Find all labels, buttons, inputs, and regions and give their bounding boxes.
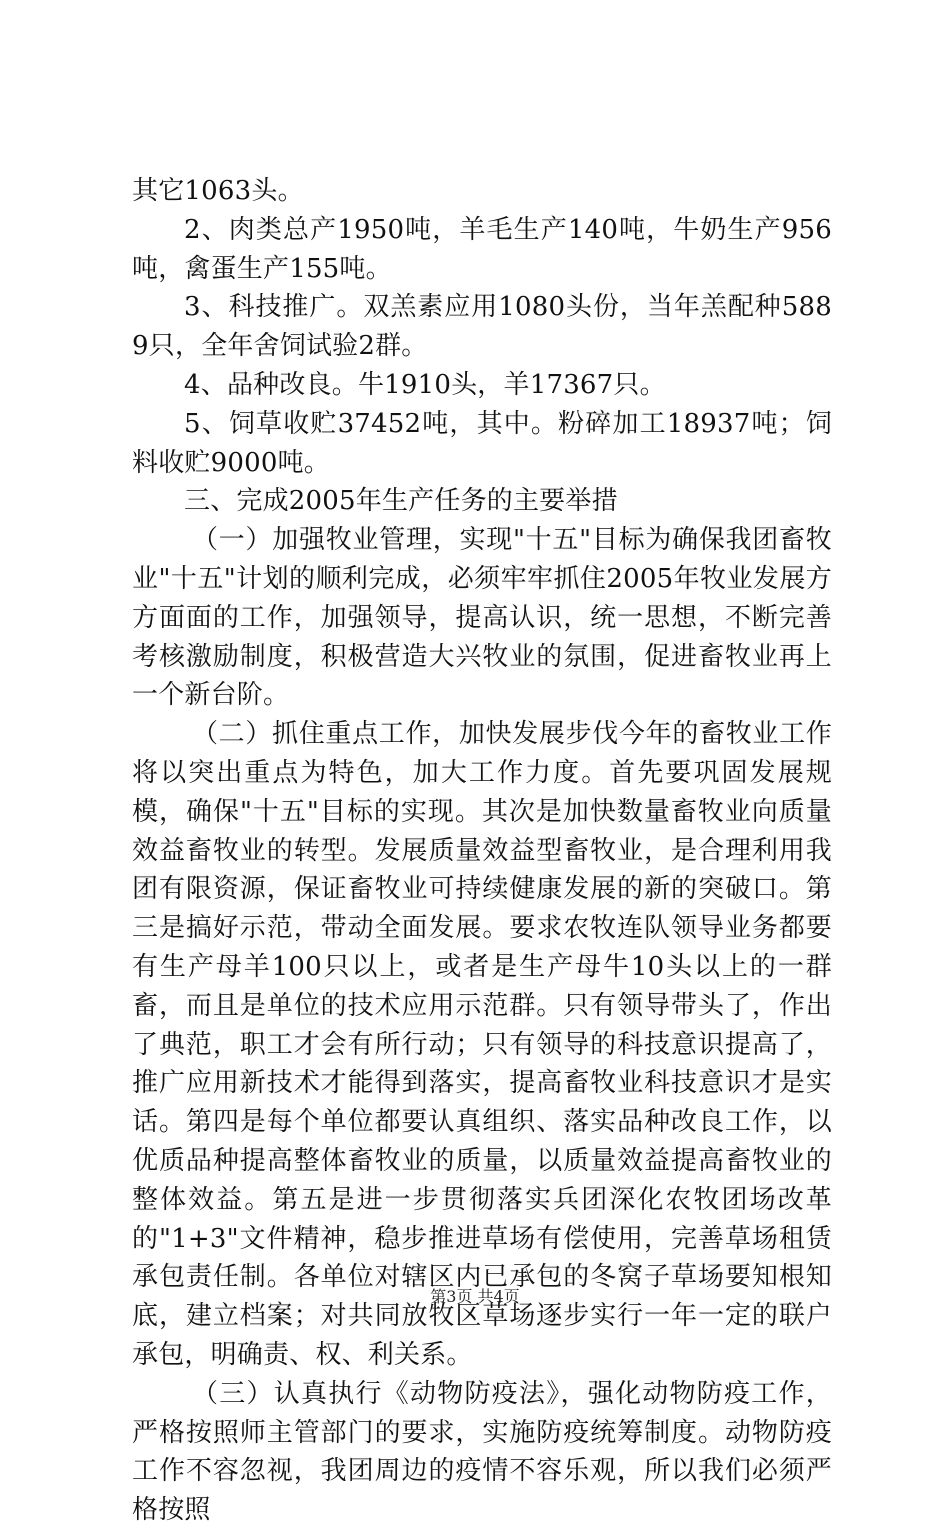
paragraph-measure-3: （三）认真执行《动物防疫法》，强化动物防疫工作，严格按照师主管部门的要求，实施防疫统筹制度。动物防疫工作不容忽视，我团周边的疫情不容乐观，所以我们必须严格按照	[132, 1378, 832, 1526]
paragraph-item-3-tech-promotion: 3、科技推广。双羔素应用1080头份，当年羔配种5889只，全年舍饲试验2群。	[132, 292, 832, 362]
page-footer	[0, 1284, 950, 1307]
page-number-label: 第3页 共4页	[430, 1287, 520, 1306]
paragraph-continuation: 其它1063头。	[132, 176, 304, 206]
paragraph-item-5-forage-storage: 5、饲草收贮37452吨，其中。粉碎加工18937吨；饲料收贮9000吨。	[132, 408, 832, 478]
section-heading-measures: 三、完成2005年生产任务的主要举措	[184, 486, 618, 517]
paragraph-item-4-breed-improvement: 4、品种改良。牛1910头，羊17367只。	[184, 369, 666, 400]
paragraph-item-2-meat-output: 2、肉类总产1950吨，羊毛生产140吨，牛奶生产956吨，禽蛋生产155吨。	[132, 214, 832, 284]
paragraph-measure-2: （二）抓住重点工作，加快发展步伐今年的畜牧业工作将以突出重点为特色，加大工作力度。首先要巩固发展规模，确保"十五"目标的实现。其次是加快数量畜牧业向质量效益畜牧业的转型。发展质量效益型畜牧业，是合理利用我团有限资源，保证畜牧业可持续健康发展的新的突破口。第三是搞好示范，带动全面发展。要求农牧连队领导业务都要有生产母羊100只以上，或者是生产母牛10头以上的一群畜，而且是单位的技术应用示范群。只有领导带头了，作出了典范，职工才会有所行动；只有领导的科技意识提高了，推广应用新技术才能得到落实，提高畜牧业科技意识才是实话。第四是每个单位都要认真组织、落实品种改良工作，以优质品种提高整体畜牧业的质量，以质量效益提高畜牧业的整体效益。第五是进一步贯彻落实兵团深化农牧团场改革的"1+3"文件精神，稳步推进草场有偿使用，完善草场租赁承包责任制。各单位对辖区内已承包的冬窝子草场要知根知底，建立档案；对共同放牧区草场逐步实行一年一定的联户承包，明确责、权、利关系。	[132, 719, 832, 1370]
paragraph-measure-1: （一）加强牧业管理，实现"十五"目标为确保我团畜牧业"十五"计划的顺利完成，必须牢牢抓住2005年牧业发展方方面面的工作，加强领导，提高认识，统一思想，不断完善考核激励制度，积极营造大兴牧业的氛围，促进畜牧业再上一个新台阶。	[132, 525, 832, 711]
document-body	[132, 172, 832, 1530]
